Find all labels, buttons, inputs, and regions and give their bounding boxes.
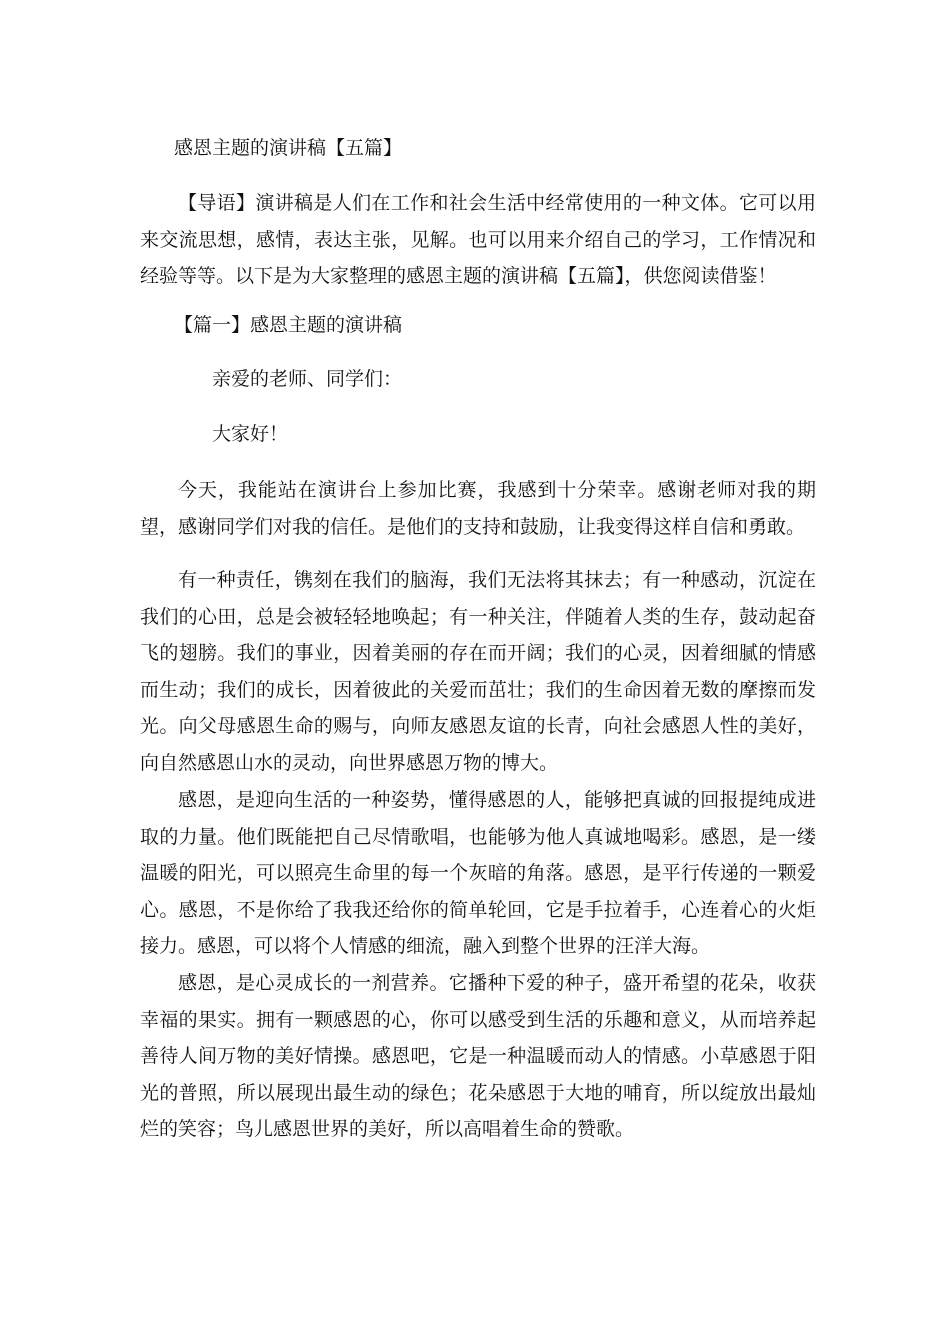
salutation: 亲爱的老师、同学们： bbox=[212, 368, 403, 390]
body-paragraph-1: 今天，我能站在演讲台上参加比赛，我感到十分荣幸。感谢老师对我的期望，感谢同学们对我的信任。是他们的支持和鼓励，让我变得这样自信和勇敢。 bbox=[140, 479, 816, 538]
document-title: 感恩主题的演讲稿【五篇】 bbox=[174, 137, 403, 159]
body-paragraph-4: 感恩，是心灵成长的一剂营养。它播种下爱的种子，盛开希望的花朵，收获幸福的果实。拥有一颗感恩的心，你可以感受到生活的乐趣和意义，从而培养起善待人间万物的美好情操。感恩吧，它是一种温暖而动人的情感。小草感恩于阳光的普照，所以展现出最生动的绿色；花朵感恩于大地的哺育，所以绽放出最灿烂的笑容；鸟儿感恩世界的美好，所以高唱着生命的赞歌。 bbox=[140, 972, 816, 1141]
greeting: 大家好！ bbox=[212, 423, 289, 445]
section-heading: 【篇一】感恩主题的演讲稿 bbox=[174, 314, 403, 336]
body-paragraph-2: 有一种责任，镌刻在我们的脑海，我们无法将其抹去；有一种感动，沉淀在我们的心田，总是会被轻轻地唤起；有一种关注，伴随着人类的生存，鼓动起奋飞的翅膀。我们的事业，因着美丽的存在而开阔；我们的心灵，因着细腻的情感而生动；我们的成长，因着彼此的关爱而茁壮；我们的生命因着无数的摩擦而发光。向父母感恩生命的赐与，向师友感恩友谊的长青，向社会感恩人性的美好，向自然感恩山水的灵动，向世界感恩万物的博大。 bbox=[140, 569, 816, 774]
body-paragraph-3: 感恩，是迎向生活的一种姿势，懂得感恩的人，能够把真诚的回报提纯成进取的力量。他们既能把自己尽情歌唱，也能够为他人真诚地喝彩。感恩，是一缕温暖的阳光，可以照亮生命里的每一个灰暗的角落。感恩，是平行传递的一颗爱心。感恩，不是你给了我我还给你的简单轮回，它是手拉着手，心连着心的火炬接力。感恩，可以将个人情感的细流，融入到整个世界的汪洋大海。 bbox=[140, 789, 816, 958]
intro-paragraph: 【导语】演讲稿是人们在工作和社会生活中经常使用的一种文体。它可以用来交流思想，感情，表达主张，见解。也可以用来介绍自己的学习，工作情况和经验等等。以下是为大家整理的感恩主题的演讲稿【五篇】，供您阅读借鉴！ bbox=[140, 192, 816, 288]
